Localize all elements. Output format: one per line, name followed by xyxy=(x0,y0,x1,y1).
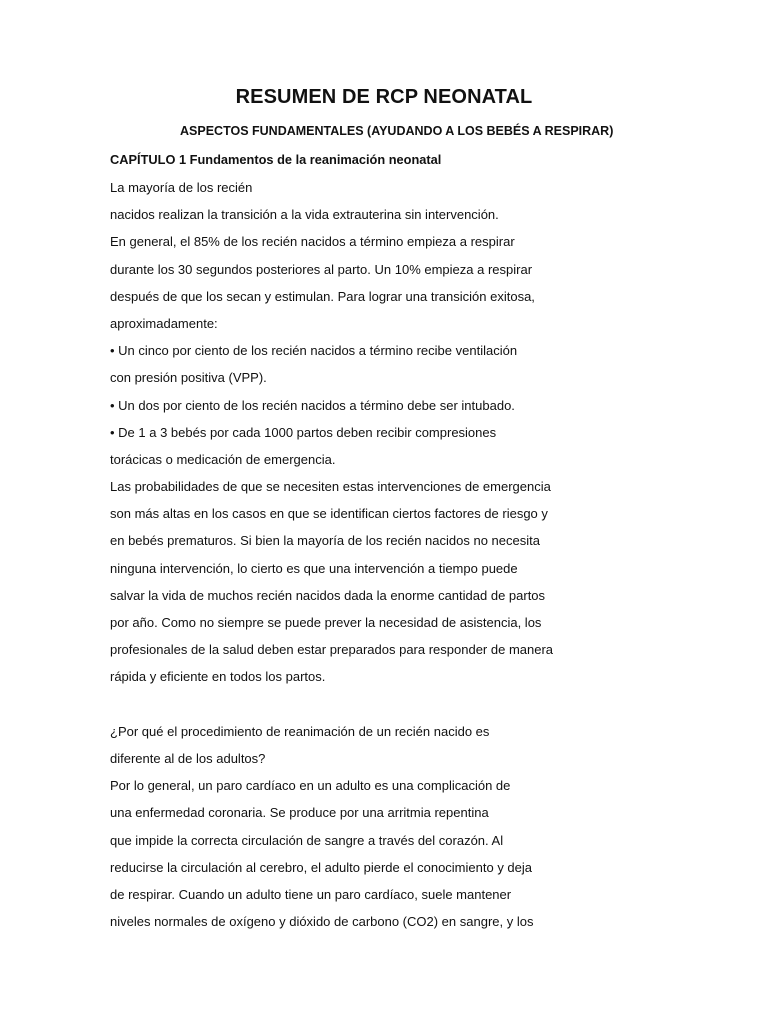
text-line: reducirse la circulación al cerebro, el adulto pierde el conocimiento y deja xyxy=(110,859,533,875)
text-line: ninguna intervención, lo cierto es que una intervención a tiempo puede xyxy=(110,560,518,576)
text-line: rápida y eficiente en todos los partos. xyxy=(110,669,326,685)
bullet-line: • Un cinco por ciento de los recién nacidos a término recibe ventilación xyxy=(110,343,518,359)
question-line: diferente al de los adultos? xyxy=(110,750,266,766)
document-body xyxy=(110,174,710,935)
text-line: después de que los secan y estimulan. Para lograr una transición exitosa, xyxy=(110,288,535,304)
text-line: Las probabilidades de que se necesiten estas intervenciones de emergencia xyxy=(110,479,551,495)
question-line: ¿Por qué el procedimiento de reanimación de un recién nacido es xyxy=(110,723,490,739)
text-line: son más altas en los casos en que se identifican ciertos factores de riesgo y xyxy=(110,506,548,522)
text-line: de respirar. Cuando un adulto tiene un paro cardíaco, suele mantener xyxy=(110,886,512,902)
text-line: durante los 30 segundos posteriores al parto. Un 10% empieza a respirar xyxy=(110,261,533,277)
document-title: RESUMEN DE RCP NEONATAL xyxy=(235,86,533,108)
text-line: En general, el 85% de los recién nacidos a término empieza a respirar xyxy=(110,234,515,250)
text-line: Por lo general, un paro cardíaco en un adulto es una complicación de xyxy=(110,778,511,794)
bullet-line: • Un dos por ciento de los recién nacidos a término debe ser intubado. xyxy=(110,397,515,413)
text-line: torácicas o medicación de emergencia. xyxy=(110,451,336,467)
text-line: La mayoría de los recién xyxy=(110,180,253,195)
chapter-heading: CAPÍTULO 1 Fundamentos de la reanimación neonatal xyxy=(110,152,442,167)
text-line: en bebés prematuros. Si bien la mayoría de los recién nacidos no necesita xyxy=(110,533,540,549)
paragraph-gap xyxy=(110,691,710,718)
text-line: una enfermedad coronaria. Se produce por una arritmia repentina xyxy=(110,805,489,821)
text-line: con presión positiva (VPP). xyxy=(110,370,267,386)
bullet-line: • De 1 a 3 bebés por cada 1000 partos deben recibir compresiones xyxy=(110,424,497,440)
text-line: niveles normales de oxígeno y dióxido de carbono (CO2) en sangre, y los xyxy=(110,914,534,930)
document-subtitle: ASPECTOS FUNDAMENTALES (AYUDANDO A LOS BEBÉS A RESPIRAR) xyxy=(180,124,614,138)
text-line: profesionales de la salud deben estar preparados para responder de manera xyxy=(110,642,554,658)
text-line: que impide la correcta circulación de sangre a través del corazón. Al xyxy=(110,832,504,848)
text-line: aproximadamente: xyxy=(110,315,218,331)
text-line: por año. Como no siempre se puede prever la necesidad de asistencia, los xyxy=(110,615,542,630)
text-line: nacidos realizan la transición a la vida extrauterina sin intervención. xyxy=(110,207,499,223)
text-line: salvar la vida de muchos recién nacidos dada la enorme cantidad de partos xyxy=(110,587,546,603)
